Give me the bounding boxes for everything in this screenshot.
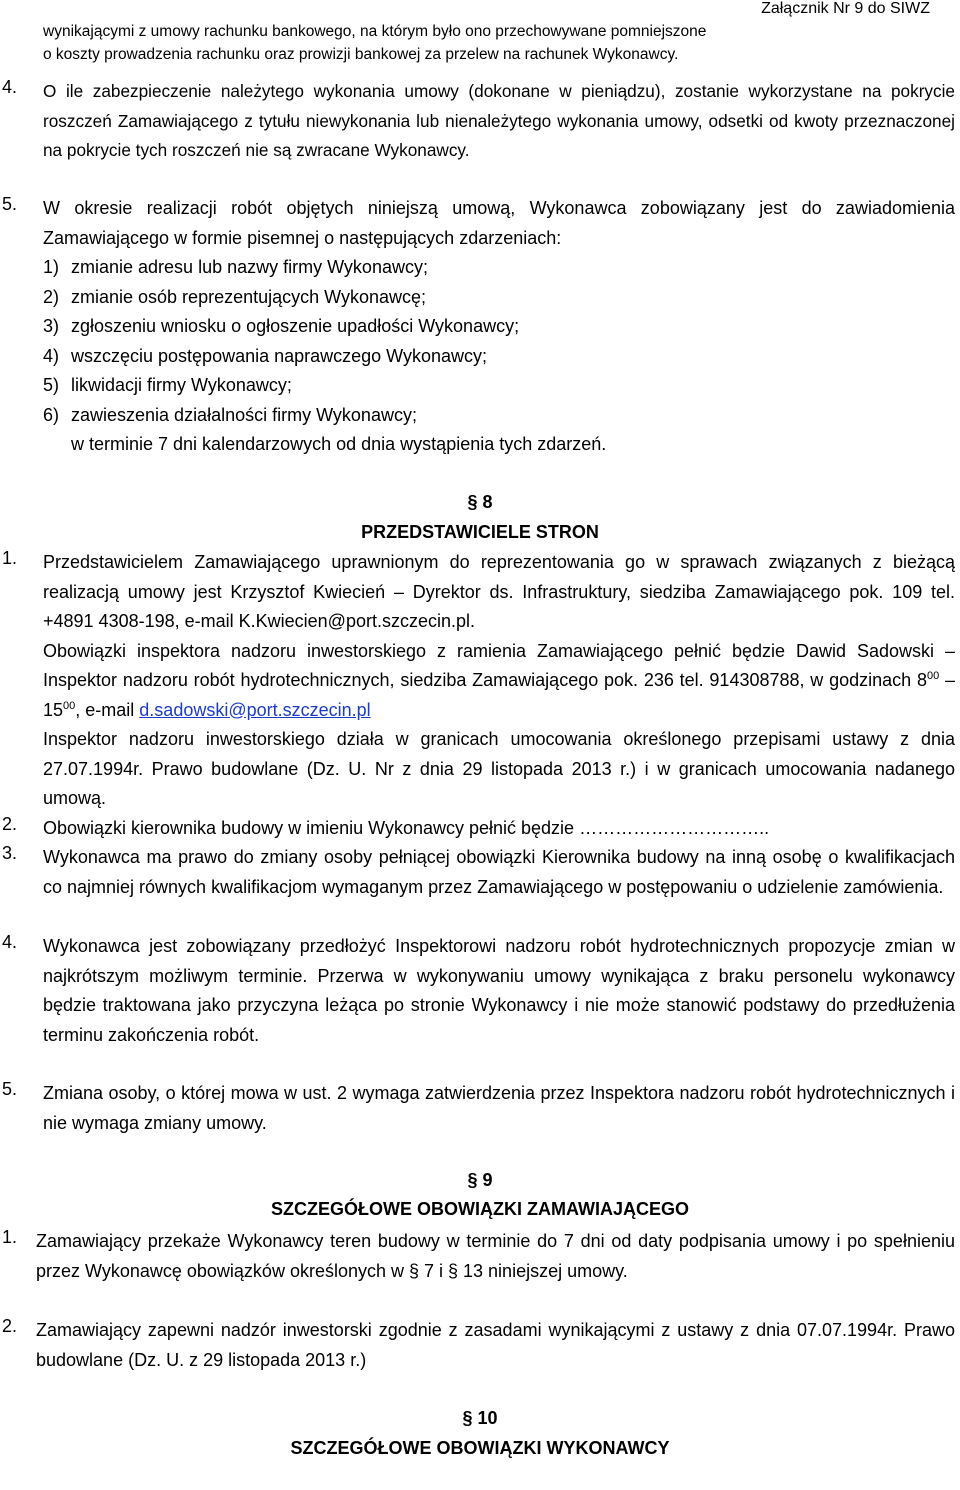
intro-paragraph	[43, 20, 955, 66]
list-item: 4) wszczęciu postępowania naprawczego Wykonawcy;	[43, 345, 488, 366]
list-item: 6) zawieszenia działalności firmy Wykonawcy;	[43, 404, 417, 425]
s8-paragraph-5-text: Zmiana osoby, o której mowa w ust. 2 wymaga zatwierdzenia przez Inspektora nadzoru robót hydrotechnicznych i nie wymaga zmiany umowy.	[43, 1083, 955, 1133]
s9-paragraph-2-text: Zamawiający zapewni nadzór inwestorski zgodnie z zasadami wynikającymi z ustawy z dnia 07.07.1994r. Prawo budowlane (Dz. U. z 29 listopada 2013 r.)	[36, 1320, 955, 1370]
intro-line-2: o koszty prowadzenia rachunku oraz prowizji bankowej za przelew na rachunek Wykonawcy.	[43, 46, 679, 63]
s8-paragraph-1b: Obowiązki inspektora nadzoru inwestorskiego z ramienia Zamawiającego pełnić będzie Dawid Sadowski – Inspektor nadzoru robót hydrotechnicznych, siedziba Zamawiającego pok. 236 tel. 914308788, w godzinach $8^{00} - 15^{00}$, e-mail d.sadowski@port.szczecin.pl	[43, 640, 955, 720]
s8-paragraph-1-number: 1.	[2, 548, 18, 568]
paragraph-4-text: O ile zabezpieczenie należytego wykonania umowy (dokonane w pieniądzu), zostanie wykorzystane na pokrycie roszczeń Zamawiającego z tytułu niewykonania lub nienależytego wykonania umowy, odsetki od kwoty przeznaczonej na pokrycie tych roszczeń nie są zwracane Wykonawcy.	[43, 81, 955, 160]
section-8-number: § 8	[467, 492, 493, 512]
s9-paragraph-1-text: Zamawiający przekaże Wykonawcy teren budowy w terminie do 7 dni od daty podpisania umowy i po spełnieniu przez Wykonawcę obowiązków określonych w § 7 i § 13 niniejszej umowy.	[36, 1231, 955, 1281]
section-9-title: SZCZEGÓŁOWE OBOWIĄZKI ZAMAWIAJĄCEGO	[271, 1199, 689, 1219]
list-closing: w terminie 7 dni kalendarzowych od dnia wystąpienia tych zdarzeń.	[71, 434, 607, 454]
section-9-number: § 9	[467, 1170, 493, 1190]
paragraph-5-text: W okresie realizacji robót objętych niniejszą umową, Wykonawca zobowiązany jest do zawiadomienia Zamawiającego w formie pisemnej o następujących zdarzeniach:	[43, 198, 955, 248]
section-10-number: § 10	[462, 1408, 498, 1428]
s8-paragraph-2-text: Obowiązki kierownika budowy w imieniu Wykonawcy pełnić będzie …………………………..	[43, 818, 770, 838]
intro-line-1: wynikającymi z umowy rachunku bankowego, na którym było ono przechowywane pomniejszone	[43, 23, 707, 40]
section-8-title: PRZEDSTAWICIELE STRON	[361, 522, 599, 542]
s8-paragraph-3-text: Wykonawca ma prawo do zmiany osoby pełniącej obowiązki Kierownika budowy na inną osobę o kwalifikacjach co najmniej równych kwalifikacjom wymaganym przez Zamawiającego w postępowaniu o udzielenie zamówienia.	[43, 847, 955, 897]
paragraph-4-number: 4.	[2, 77, 18, 97]
s8-paragraph-1c: Inspektor nadzoru inwestorskiego działa w granicach umocowania określonego przepisami ustawy z dnia 27.07.1994r. Prawo budowlane (Dz. U. Nr z dnia 29 listopada 2013 r.) i w granicach umocowania nadanego umową.	[43, 729, 955, 808]
paragraph-5-number: 5.	[2, 194, 18, 214]
inspector-email-link[interactable]: d.sadowski@port.szczecin.pl	[139, 699, 371, 720]
list-item: 3) zgłoszeniu wniosku o ogłoszenie upadłości Wykonawcy;	[43, 316, 520, 336]
list-item: 1) zmianie adresu lub nazwy firmy Wykonawcy;	[43, 257, 428, 277]
list-item: 2) zmianie osób reprezentujących Wykonawcę;	[43, 286, 427, 307]
notification-list	[43, 253, 943, 460]
s8-paragraph-1a: Przedstawicielem Zamawiającego uprawnionym do reprezentowania go w sprawach związanych z bieżącą realizacją umowy jest Krzysztof Kwiecień – Dyrektor ds. Infrastruktury, siedziba Zamawiającego pok. 109 tel. +4891 4308-198, e-mail K.Kwiecien@port.szczecin.pl.	[43, 552, 955, 631]
attachment-header: Załącznik Nr 9 do SIWZ	[761, 0, 930, 17]
list-item: 5) likwidacji firmy Wykonawcy;	[43, 375, 292, 395]
section-10-title: SZCZEGÓŁOWE OBOWIĄZKI WYKONAWCY	[290, 1438, 670, 1458]
s8-paragraph-4-text: Wykonawca jest zobowiązany przedłożyć Inspektorowi nadzoru robót hydrotechnicznych propozycje zmian w najkrótszym możliwym terminie. Przerwa w wykonywaniu umowy wynikająca z braku personelu wykonawcy będzie traktowana jako przyczyna leżąca po stronie Wykonawcy i nie może stanowić podstawy do przedłużenia terminu zakończenia robót.	[43, 936, 955, 1045]
